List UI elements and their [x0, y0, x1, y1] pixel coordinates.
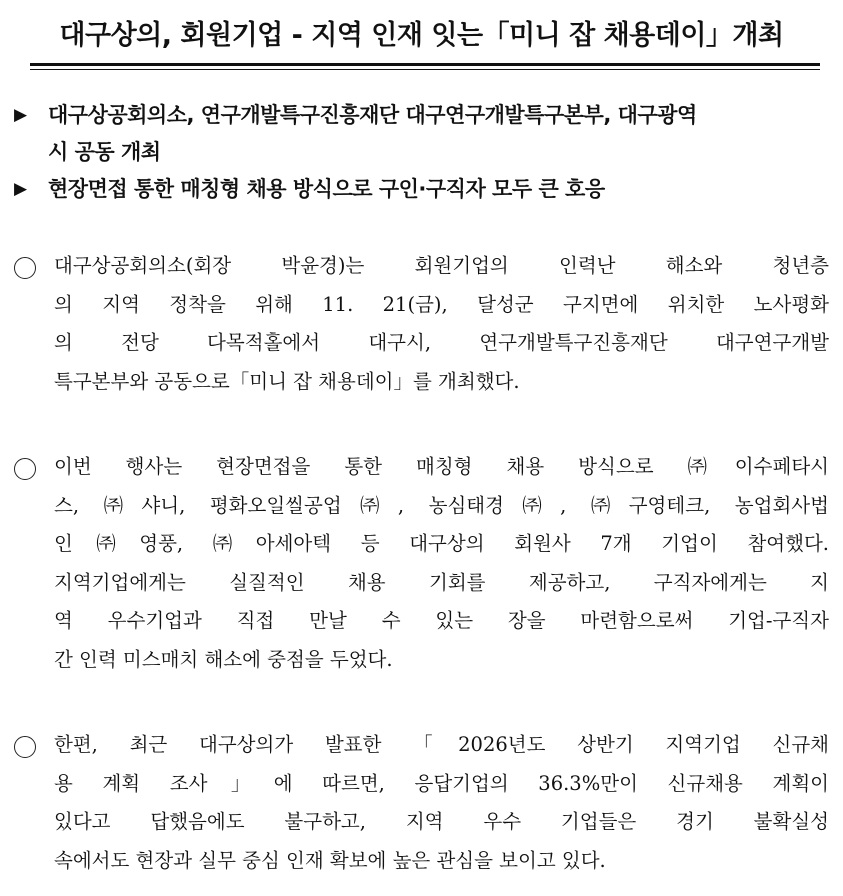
paragraph-line: 역 우수기업과 직접 만날 수 있는 장을 마련함으로써 기업-구직자	[54, 609, 829, 632]
title-rule-thin	[30, 69, 820, 70]
paragraph-line: 용 계획 조사」에 따르면, 응답기업의 36.3%만이 신규채용 계획이	[54, 771, 829, 795]
paragraph-line: 지역기업에게는 실질적인 채용 기회를 제공하고, 구직자에게는 지	[54, 570, 829, 594]
summary-bullet	[14, 171, 829, 208]
paragraph-line: 인㈜영풍, ㈜아세아텍 등 대구상의 회원사 7개 기업이 참여했다.	[54, 532, 829, 555]
paragraph-line: 속에서도 현장과 실무 중심 인재 확보에 높은 관심을 보이고 있다.	[54, 848, 606, 872]
paragraph-line: 이번 행사는 현장면접을 통한 매칭형 채용 방식으로 ㈜이수페타시	[54, 455, 829, 478]
circle-bullet-icon	[14, 257, 36, 279]
title-rule-thick	[30, 63, 820, 66]
summary-bullets	[14, 97, 829, 208]
paragraph-line: 대구상공회의소(회장 박윤경)는 회원기업의 인력난 해소와 청년층	[54, 254, 829, 277]
body-paragraph	[14, 448, 829, 679]
paragraph-line: 간 인력 미스매치 해소에 중점을 두었다.	[54, 647, 393, 671]
bullet-line: 현장면접 통한 매칭형 채용 방식으로 구인·구직자 모두 큰 호응	[48, 177, 605, 201]
paragraph-line: 있다고 답했음에도 불구하고, 지역 우수 기업들은 경기 불확실성	[54, 810, 829, 833]
summary-bullet	[14, 97, 829, 171]
body-paragraph	[14, 247, 829, 401]
triangle-bullet-icon: ▶	[14, 105, 27, 125]
circle-bullet-icon	[14, 458, 36, 480]
body-paragraph	[14, 726, 829, 880]
paragraph-line: 한편, 최근 대구상의가 발표한 「2026년도 상반기 지역기업 신규채	[54, 733, 829, 756]
document-title: 대구상의, 회원기업 - 지역 인재 잇는「미니 잡 채용데이」개최	[59, 20, 784, 51]
bullet-line: 시 공동 개최	[48, 140, 161, 164]
circle-bullet-icon	[14, 736, 36, 758]
triangle-bullet-icon: ▶	[14, 179, 27, 199]
paragraph-line: 스, ㈜샤니, 평화오일씰공업㈜, 농심태경㈜, ㈜구영테크, 농업회사법	[54, 493, 829, 517]
paragraph-line: 의 전당 다목적홀에서 대구시, 연구개발특구진흥재단 대구연구개발	[54, 331, 829, 354]
paragraph-line: 특구본부와 공동으로「미니 잡 채용데이」를 개최했다.	[54, 369, 520, 393]
bullet-line: 대구상공회의소, 연구개발특구진흥재단 대구연구개발특구본부, 대구광역	[48, 103, 697, 127]
paragraph-line: 의 지역 정착을 위해 11. 21(금), 달성군 구지면에 위치한 노사평화	[54, 292, 829, 316]
